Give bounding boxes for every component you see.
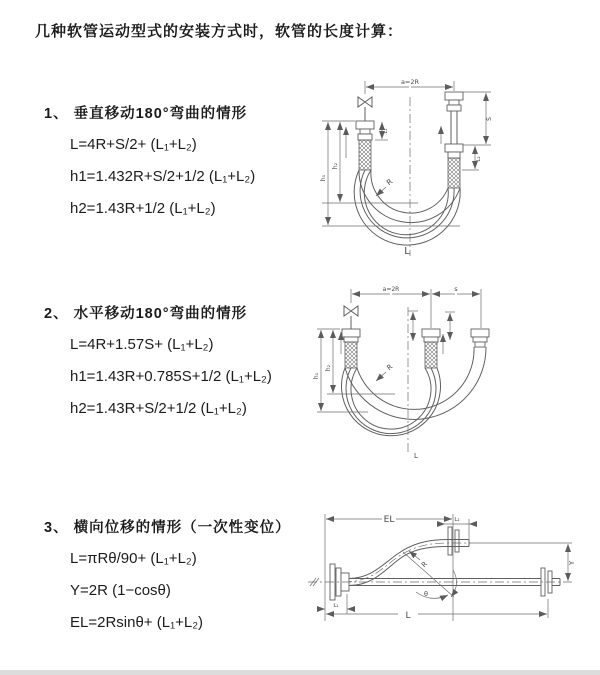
middle-flange-fitting [422, 329, 440, 368]
braid-section [359, 140, 371, 170]
dim-label-r: R [420, 560, 430, 570]
section-3-heading: 3、 横向位移的情形（一次性变位） [44, 520, 291, 536]
radius-callout [376, 177, 394, 196]
dim-label-l1: L₁ [383, 128, 389, 134]
angle-theta [403, 552, 457, 598]
dim-label-el: EL [383, 515, 395, 525]
dimension-a2r-s [351, 285, 481, 328]
dimension-y [473, 543, 576, 581]
dim-label-r: R [384, 176, 395, 188]
diagram-vertical-180 [310, 70, 597, 265]
section-2-heading: 2、 水平移动180°弯曲的情形 [44, 306, 248, 322]
dim-label-h1: h₁ [313, 372, 320, 380]
dim-label-h1: h₁ [320, 174, 327, 182]
dim-label-l2: L₂ [476, 156, 482, 162]
dim-label-l: L [414, 452, 418, 460]
dimension-h1-h2 [320, 121, 460, 226]
dim-label-h2: h₂ [325, 364, 332, 372]
braid-section [345, 342, 357, 368]
section-horizontal-180 [44, 302, 324, 425]
dim-label-a2r: a=2R [382, 286, 400, 293]
formula-line: h2=1.43R+S/2+1/2 (L₁+L₂) [70, 400, 247, 417]
section-1-formulas [70, 129, 324, 225]
u-hose-bend [342, 347, 487, 436]
diagram-lateral-displacement [298, 502, 600, 644]
formula-line: EL=2Rsinθ+ (L₁+L₂) [70, 614, 204, 631]
section-lateral-displacement [44, 516, 324, 639]
upper-flange [448, 527, 469, 555]
right-flange-fitting [445, 92, 463, 188]
dim-label-h2: h₂ [332, 162, 339, 170]
braid-section [448, 158, 460, 188]
page-bottom-edge [0, 670, 600, 675]
formula-line: L=πRθ/90+ (L₁+L₂) [70, 550, 197, 567]
diagram-horizontal-180-svg [310, 282, 600, 462]
dim-label-theta: θ [424, 590, 428, 598]
section-vertical-180 [44, 102, 324, 225]
dimension-l2 [462, 146, 482, 170]
dim-label-y: Y [568, 560, 576, 566]
u-hose-bend [354, 170, 460, 245]
dim-label-r: R [385, 362, 395, 373]
formula-line: h2=1.43R+1/2 (L₁+L₂) [70, 200, 216, 217]
diagram-horizontal-180 [310, 282, 600, 462]
braid-section [425, 342, 437, 368]
section-1-heading: 1、 垂直移动180°弯曲的情形 [44, 106, 248, 122]
dim-label-s: s [454, 285, 458, 293]
dimension-l1 [317, 594, 355, 614]
valve-icon [344, 306, 358, 329]
dim-label-l: L [405, 611, 411, 621]
dim-label-l1: L₁ [333, 603, 339, 609]
formula-line: L=4R+1.57S+ (L₁+L₂) [70, 336, 214, 353]
formula-line: h1=1.432R+S/2+1/2 (L₁+L₂) [70, 168, 256, 185]
formula-line: L=4R+S/2+ (L₁+L₂) [70, 136, 197, 153]
page-title: 几种软管运动型式的安装方式时，软管的长度计算： [35, 23, 404, 40]
dimension-s [463, 92, 493, 145]
section-2-formulas [70, 329, 324, 425]
radius-callout [376, 363, 394, 381]
section-3-formulas [70, 543, 324, 639]
left-flange-fitting [356, 121, 374, 170]
right-flange-fitting [471, 329, 489, 347]
valve-icon [358, 97, 372, 121]
dimension-a2r [365, 78, 454, 94]
dimension-l1 [375, 122, 389, 140]
dimension-l [326, 599, 548, 621]
left-flange-fitting [342, 329, 360, 368]
formula-line: h1=1.43R+0.785S+1/2 (L₁+L₂) [70, 368, 272, 385]
diagram-vertical-180-svg [310, 70, 597, 265]
dim-label-s: S [486, 117, 493, 121]
diagram-lateral-displacement-svg [298, 502, 600, 644]
dim-label-l2: L₂ [454, 517, 460, 523]
formula-line: Y=2R (1−cosθ) [70, 582, 171, 599]
dim-label-l: L [404, 246, 410, 257]
dim-label-a2r: a=2R [400, 78, 420, 86]
